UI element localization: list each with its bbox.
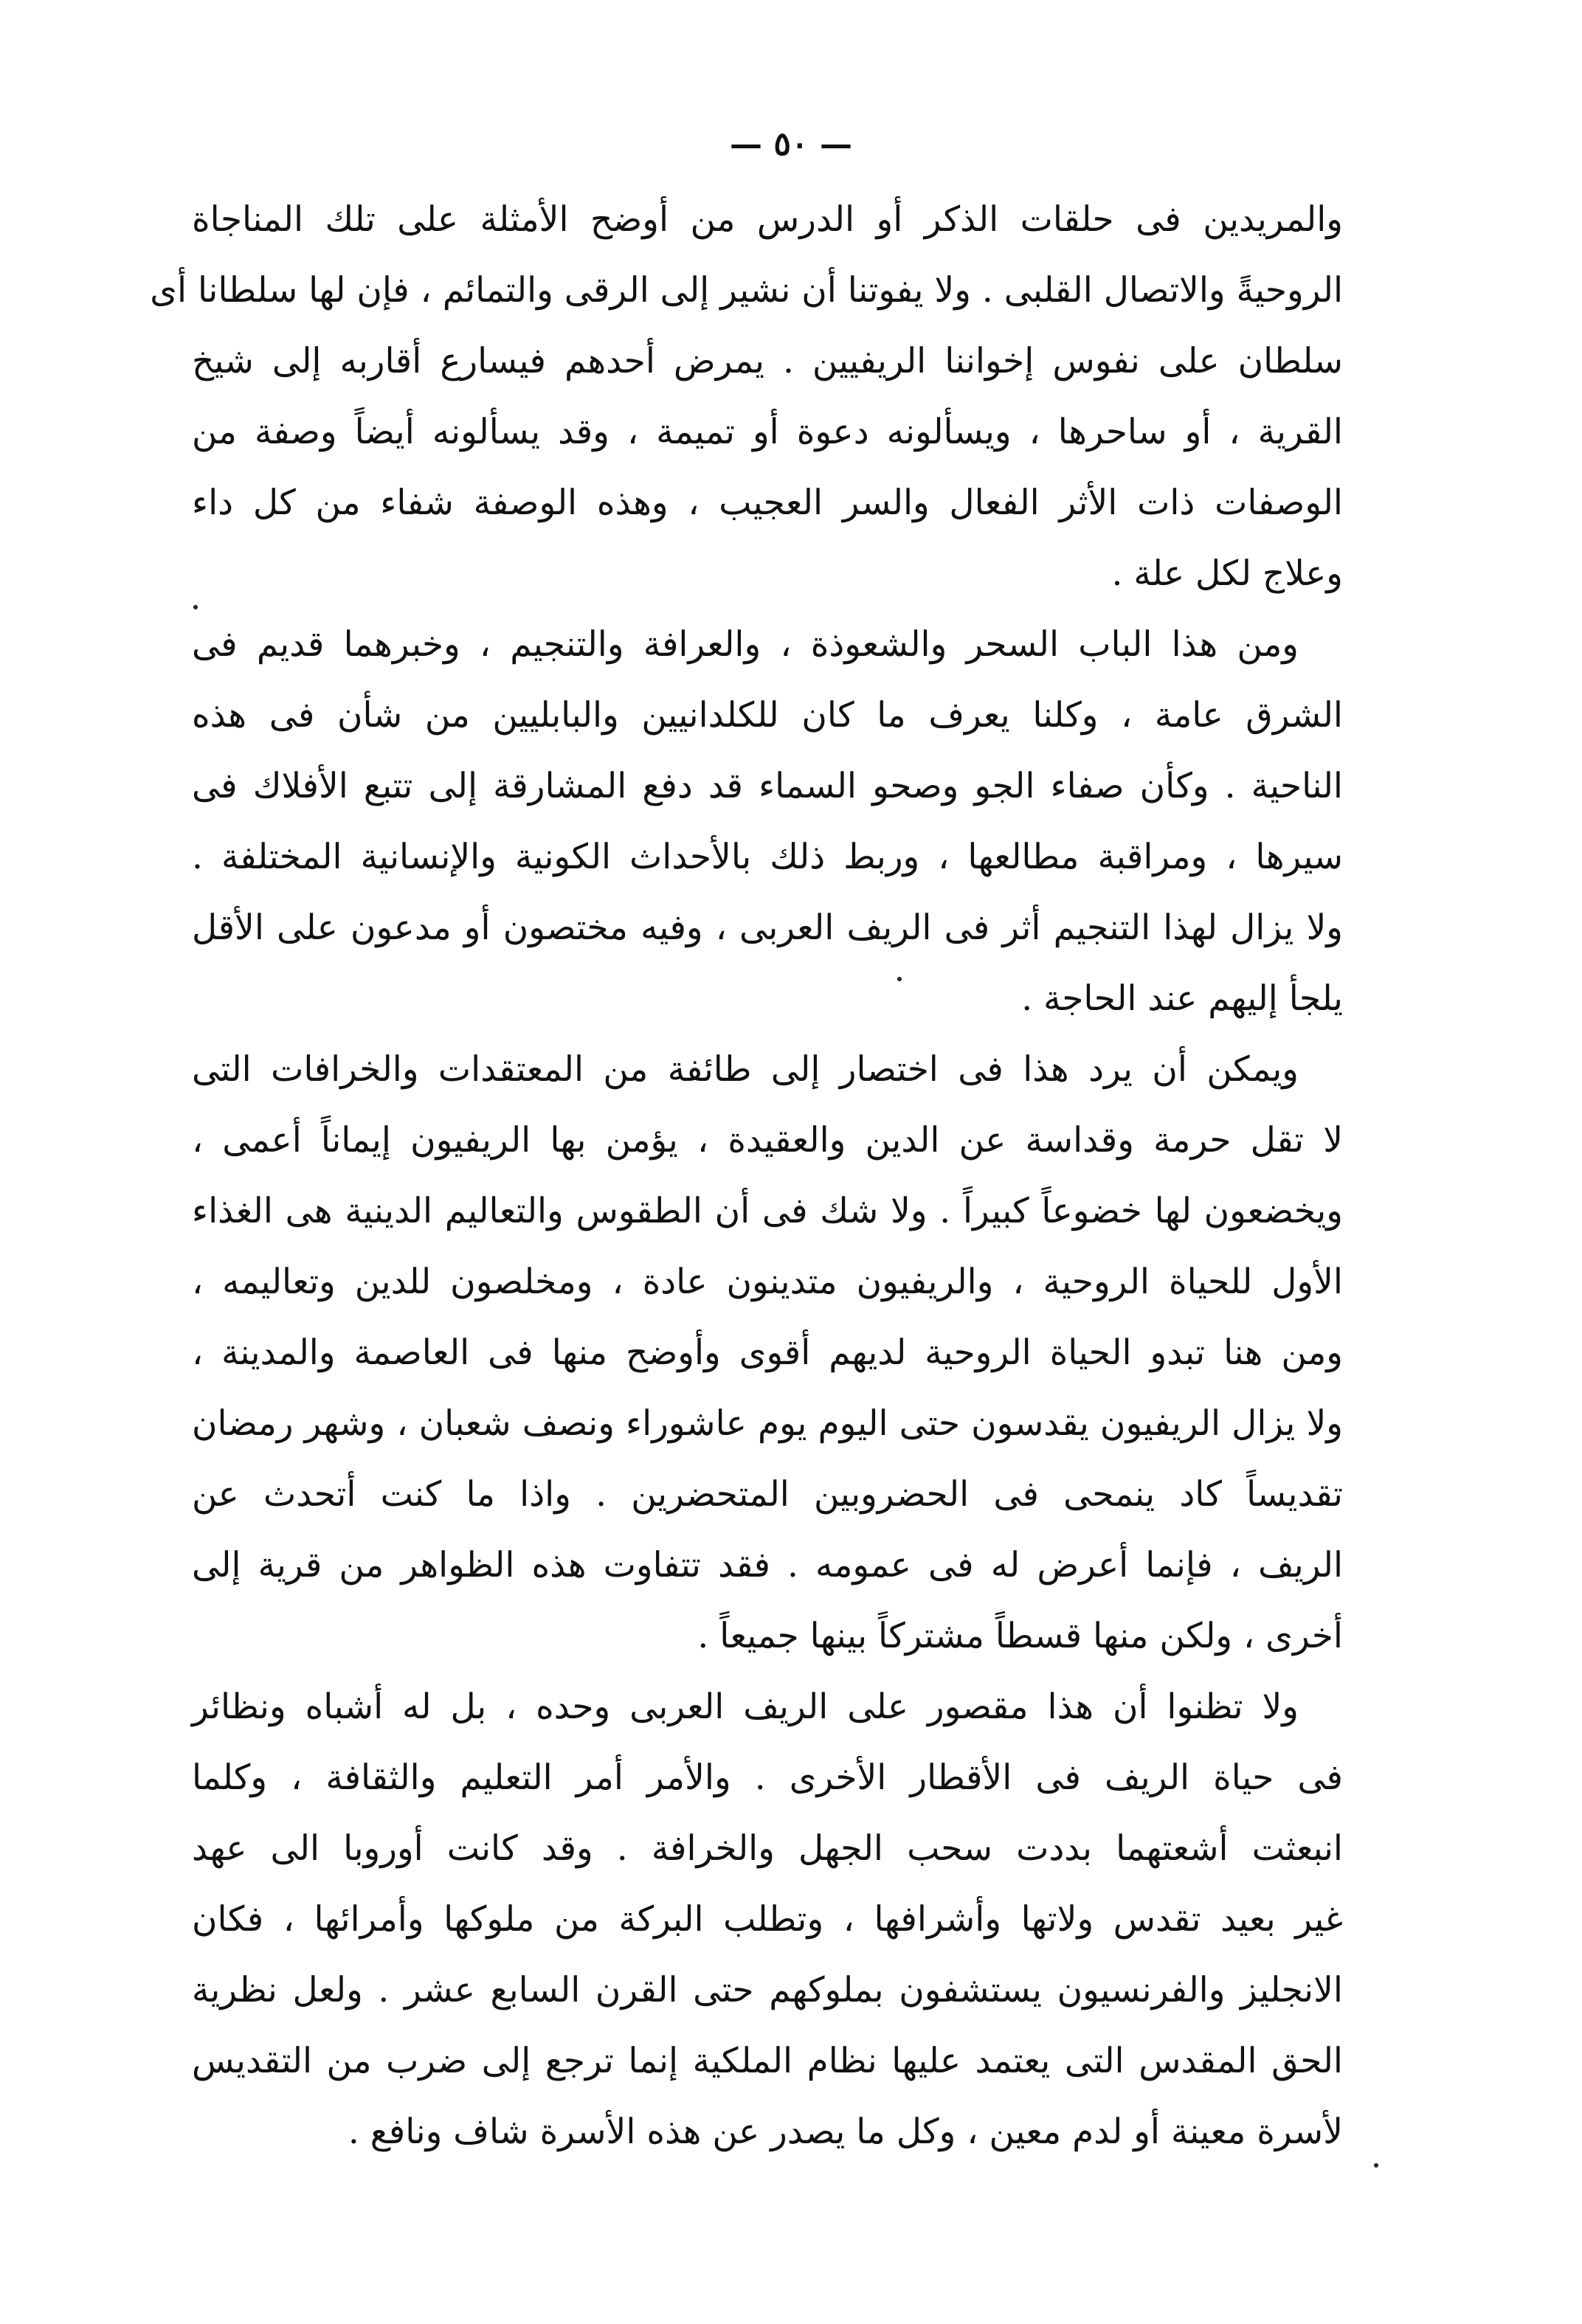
text-line: سلطان على نفوس إخواننا الريفيين . يمرض أحدهم فيسارع أقاربه إلى شيخ (192, 341, 1343, 381)
paragraph-4 (192, 1672, 1343, 1743)
paragraph-3-continued (192, 1105, 1343, 1672)
text-line: يلجأ إليهم عند الحاجة . (1021, 978, 1343, 1019)
text-line: ويخضعون لها خضوعاً كبيراً . ولا شك فى أن الطقوس والتعاليم الدينية هى الغذاء (192, 1191, 1343, 1231)
text-line: ومن هذا الباب السحر والشعوذة ، والعرافة والتنجيم ، وخبرهما قديم فى (192, 624, 1299, 665)
page-number: — ٥٠ — (730, 125, 852, 163)
text-line: لأسرة معينة أو لدم معين ، وكل ما يصدر عن هذه الأسرة شاف ونافع . (348, 2112, 1343, 2152)
paragraph-3 (192, 1034, 1343, 1105)
print-speck (193, 605, 198, 609)
paragraph-4-continued (192, 1743, 1343, 2168)
text-line: ومن هنا تبدو الحياة الروحية لديهم أقوى وأوضح منها فى العاصمة والمدينة ، (192, 1332, 1343, 1373)
text-line: لا تقل حرمة وقداسة عن الدين والعقيدة ، يؤمن بها الريفيون إيماناً أعمى ، (192, 1120, 1343, 1161)
print-speck (1374, 2163, 1378, 2168)
text-line: سيرها ، ومراقبة مطالعها ، وربط ذلك بالأحداث الكونية والإنسانية المختلفة . (192, 837, 1343, 877)
text-line: الشرق عامة ، وكلنا يعرف ما كان للكلدانيين والبابليين من شأن فى هذه (192, 695, 1343, 736)
text-line: الريف ، فإنما أعرض له فى عمومه . فقد تتفاوت هذه الظواهر من قرية إلى (192, 1545, 1343, 1585)
paragraph-2-continued (192, 680, 1343, 1034)
text-line: ولا تظنوا أن هذا مقصور على الريف العربى وحده ، بل له أشباه ونظائر (192, 1687, 1299, 1727)
text-line: القرية ، أو ساحرها ، ويسألونه دعوة أو تميمة ، وقد يسألونه أيضاً وصفة من (192, 412, 1343, 452)
text-line: أخرى ، ولكن منها قسطاً مشتركاً بينها جميعاً . (697, 1616, 1343, 1656)
body-text (150, 184, 1343, 2168)
paragraph-1 (150, 184, 1343, 609)
text-line: ولا يزال لهذا التنجيم أثر فى الريف العربى ، وفيه مختصون أو مدعون على الأقل (192, 907, 1343, 948)
print-speck (897, 977, 902, 981)
text-line: وعلاج لكل علة . (1111, 553, 1343, 594)
text-line: انبعثت أشعتهما بددت سحب الجهل والخرافة . وقد كانت أوروبا الى عهد (192, 1828, 1343, 1869)
text-line: الانجليز والفرنسيون يستشفون بملوكهم حتى القرن السابع عشر . ولعل نظرية (192, 1970, 1343, 2010)
text-line: الوصفات ذات الأثر الفعال والسر العجيب ، وهذه الوصفة شفاء من كل داء (192, 483, 1343, 523)
text-line: ولا يزال الريفيون يقدسون حتى اليوم يوم عاشوراء ونصف شعبان ، وشهر رمضان (192, 1403, 1343, 1444)
text-line: الأول للحياة الروحية ، والريفيون متدينون عادة ، ومخلصون للدين وتعاليمه ، (192, 1262, 1343, 1302)
text-line: الروحيةً والاتصال القلبى . ولا يفوتنا أن نشير إلى الرقى والتمائم ، فإن لها سلطانا أى (150, 270, 1343, 311)
text-line: ويمكن أن يرد هذا فى اختصار إلى طائفة من المعتقدات والخرافات التى (192, 1049, 1299, 1090)
text-line: الناحية . وكأن صفاء الجو وصحو السماء قد دفع المشارقة إلى تتبع الأفلاك فى (192, 766, 1343, 806)
text-line: تقديساً كاد ينمحى فى الحضروبين المتحضرين . واذا ما كنت أتحدث عن (192, 1474, 1343, 1515)
text-line: والمريدين فى حلقات الذكر أو الدرس من أوضح الأمثلة على تلك المناجاة (192, 199, 1343, 240)
text-line: فى حياة الريف فى الأقطار الأخرى . والأمر أمر التعليم والثقافة ، وكلما (192, 1757, 1343, 1798)
text-line: الحق المقدس التى يعتمد عليها نظام الملكية إنما ترجع إلى ضرب من التقديس (192, 2041, 1343, 2081)
paragraph-2 (192, 609, 1343, 680)
text-line: غير بعيد تقدس ولاتها وأشرافها ، وتطلب البركة من ملوكها وأمرائها ، فكان (192, 1899, 1343, 1940)
